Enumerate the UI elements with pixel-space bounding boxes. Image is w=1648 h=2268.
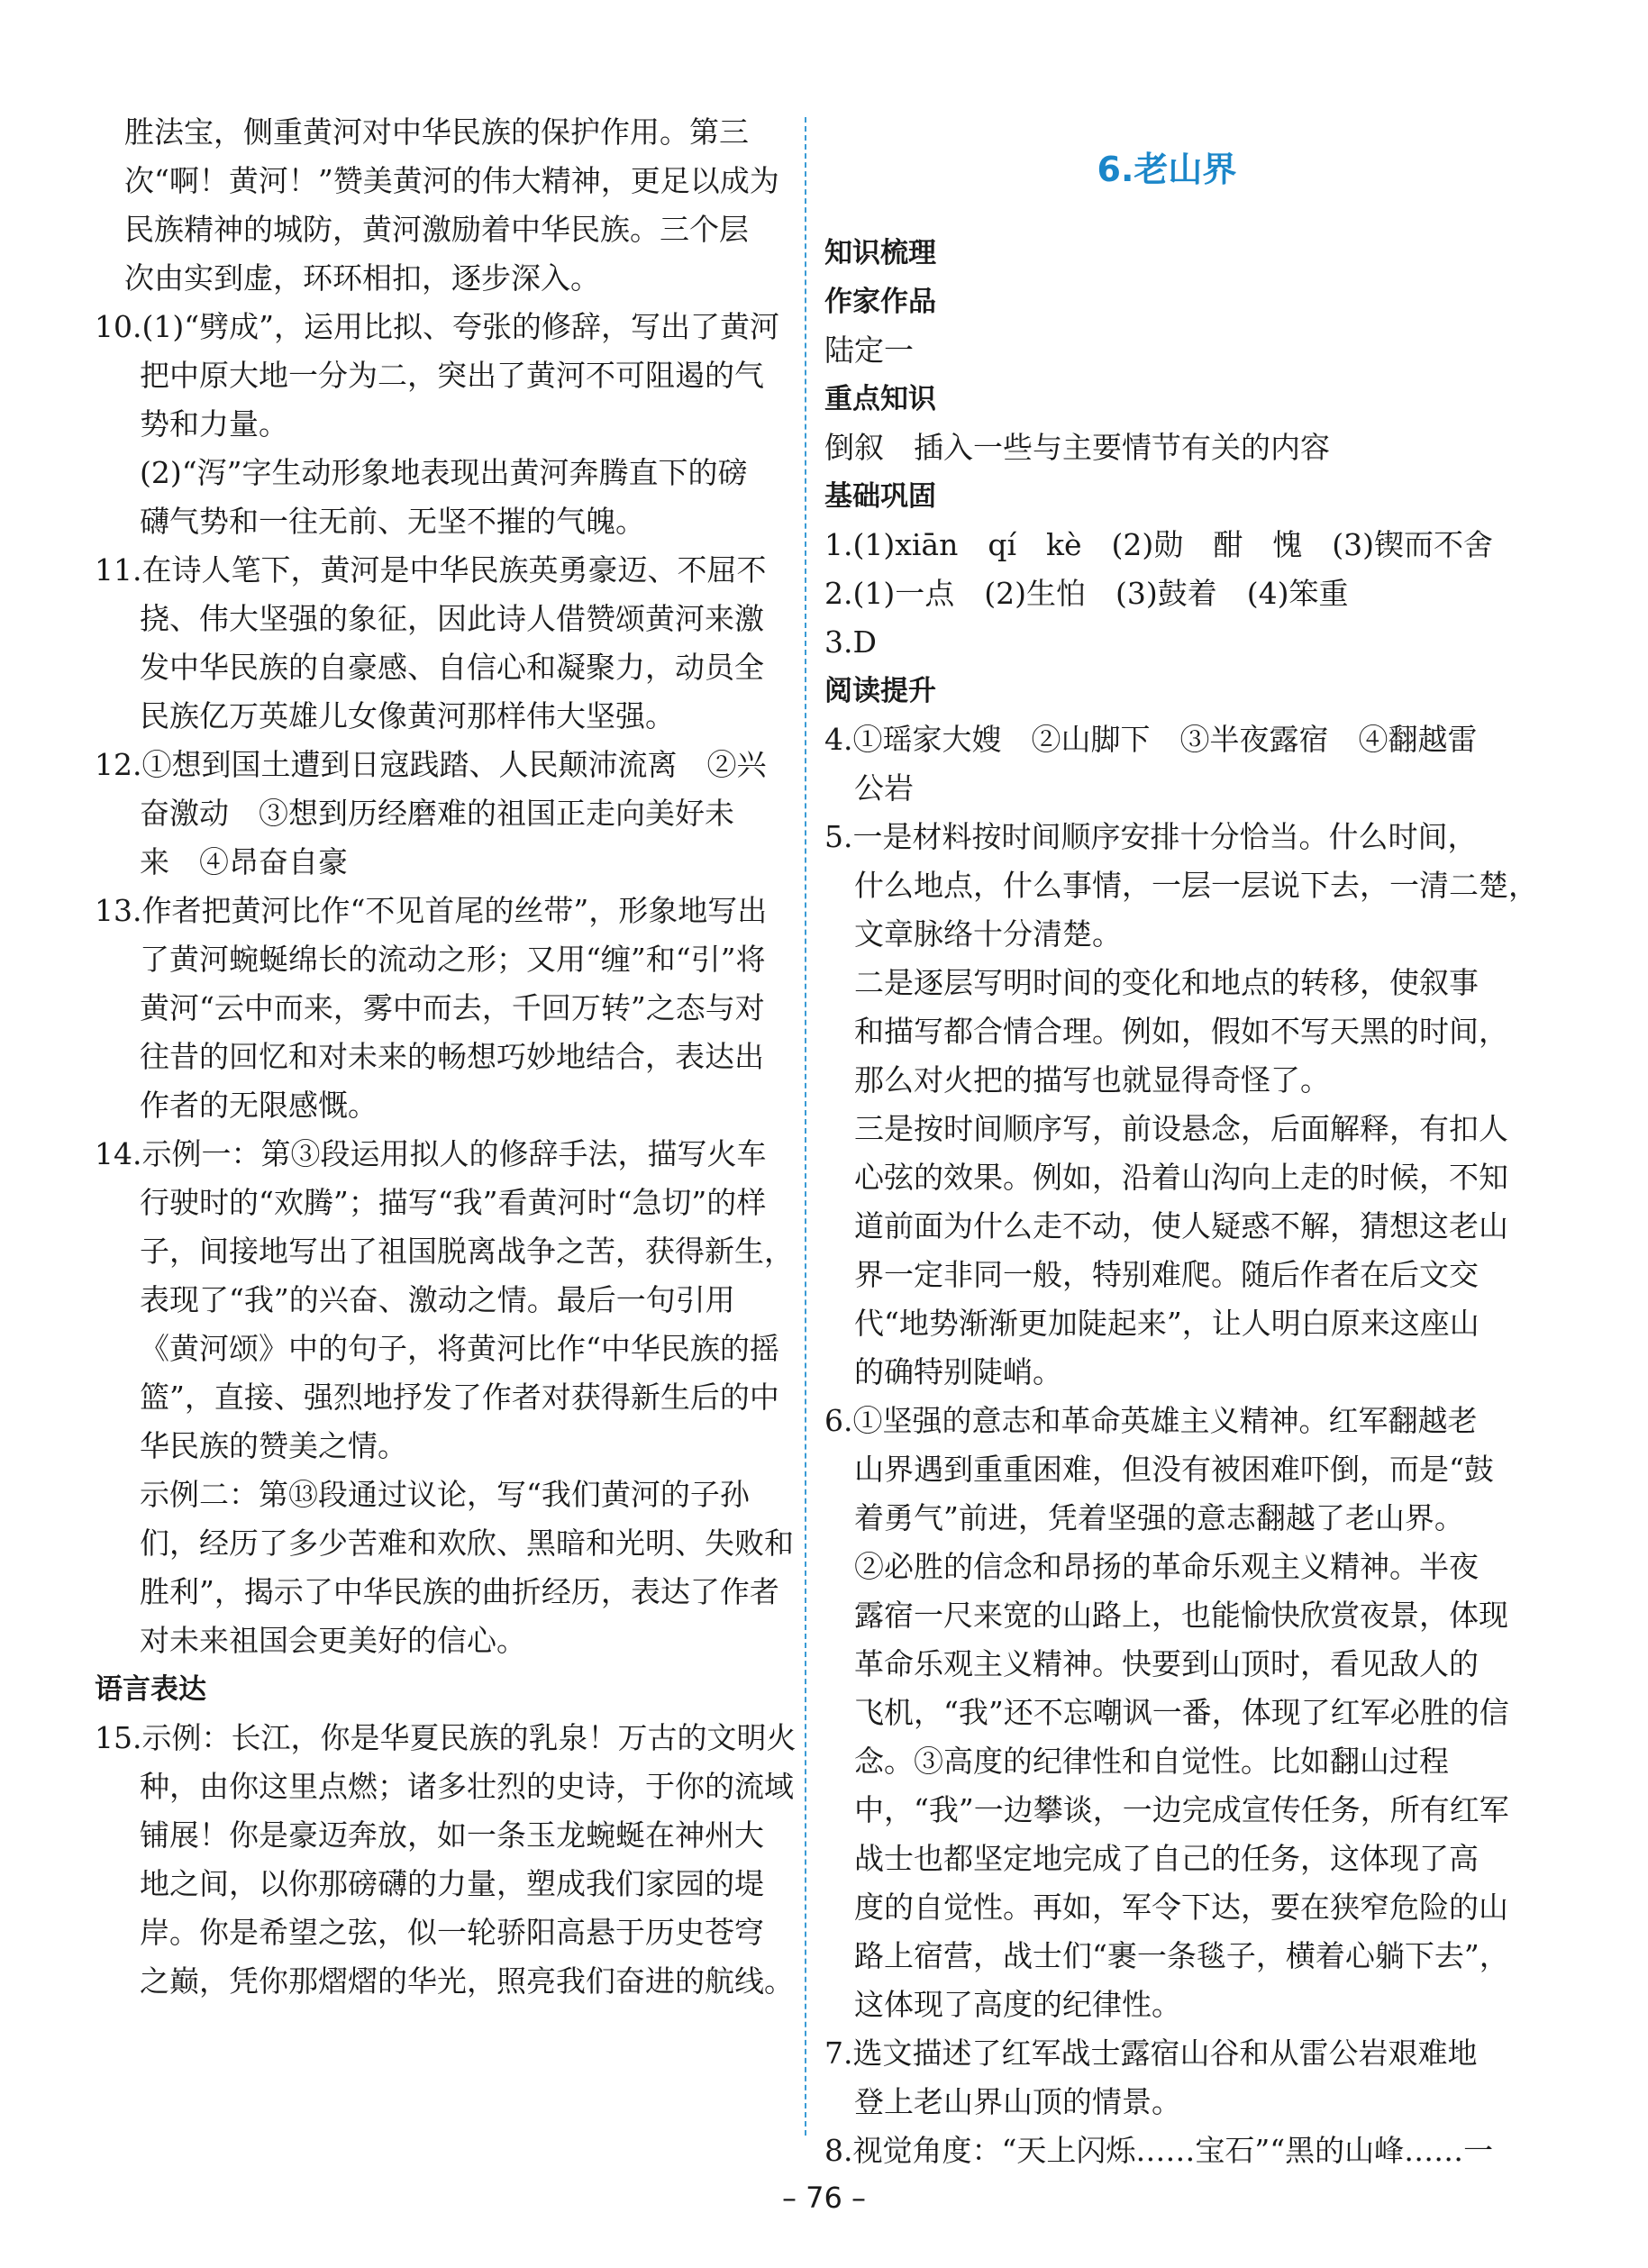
left-column (95, 108, 797, 2006)
text-line: 文章脉络十分清楚。 (854, 916, 1122, 952)
text-line: 表现了“我”的兴奋、激动之情。最后一句引用 (140, 1282, 735, 1317)
text-line: 次由实到虚，环环相扣，逐步深入。 (124, 260, 600, 296)
text-line: 8.视觉角度：“天上闪烁……宝石”“黑的山峰……一 (824, 2133, 1494, 2168)
text-line: 们，经历了多少苦难和欢欣、黑暗和光明、失败和 (140, 1526, 794, 1561)
text-line: 革命乐观主义精神。快要到山顶时，看见敌人的 (854, 1646, 1479, 1681)
text-line: 公岩 (854, 770, 914, 806)
text-line: 3.D (824, 624, 877, 660)
text-line: 12.①想到国土遭到日寇践踏、人民颠沛流离 ②兴 (95, 747, 767, 782)
text-line: 4.①瑶家大嫂 ②山脚下 ③半夜露宿 ④翻越雷 (824, 722, 1478, 757)
text-line: 势和力量。 (140, 406, 288, 442)
text-line: 度的自觉性。再如，军令下达，要在狭窄危险的山 (854, 1890, 1508, 1925)
text-line: 奋激动 ③想到历经磨难的祖国正走向美好未 (140, 796, 734, 831)
text-line: 6.①坚强的意志和革命英雄主义精神。红军翻越老 (824, 1403, 1478, 1438)
text-line: 把中原大地一分为二，突出了黄河不可阻遏的气 (140, 358, 764, 393)
text-line: 华民族的赞美之情。 (140, 1428, 407, 1463)
text-line: 民族亿万英雄儿女像黄河那样伟大坚强。 (140, 698, 675, 733)
text-line: 和描写都合情合理。例如，假如不写天黑的时间， (854, 1014, 1508, 1049)
text-line: 代“地势渐渐更加陡起来”，让人明白原来这座山 (854, 1306, 1480, 1341)
text-line: 2.(1)一点 (2)生怕 (3)鼓着 (4)笨重 (824, 576, 1349, 611)
text-line: 来 ④昂奋自豪 (140, 844, 348, 879)
text-line: 之巅，凭你那熠熠的华光，照亮我们奋进的航线。 (140, 1963, 794, 1999)
text-line: 往昔的回忆和对未来的畅想巧妙地结合，表达出 (140, 1039, 764, 1074)
text-line: 民族精神的城防，黄河激励着中华民族。三个层 (124, 212, 749, 247)
section-title: 6.老山界 (1097, 150, 1237, 189)
text-line: 铺展！你是豪迈奔放，如一条玉龙蜿蜒在神州大 (140, 1817, 764, 1853)
text-line: 1.(1)xiān qí kè (2)勋 酣 愧 (3)锲而不舍 (824, 527, 1494, 562)
text-line: 《黄河颂》中的句子，将黄河比作“中华民族的摇 (140, 1331, 779, 1366)
text-line: 什么地点，什么事情，一层一层说下去，一清二楚， (854, 868, 1538, 903)
text-line: 路上宿营，战士们“裹一条毯子，横着心躺下去”， (854, 1938, 1509, 1973)
text-line: 10.(1)“劈成”，运用比拟、夸张的修辞，写出了黄河 (95, 309, 779, 344)
text-line: 心弦的效果。例如，沿着山沟向上走的时候，不知 (854, 1160, 1508, 1195)
text-line: 子，间接地写出了祖国脱离战争之苦，获得新生， (140, 1234, 794, 1269)
text-line: 飞机，“我”还不忘嘲讽一番，体现了红军必胜的信 (854, 1695, 1509, 1730)
section-heading: 语言表达 (95, 1673, 206, 1706)
page-number: – 76 – (781, 2181, 867, 2215)
text-line: 那么对火把的描写也就显得奇怪了。 (854, 1062, 1330, 1098)
text-line: 道前面为什么走不动，使人疑惑不解，猜想这老山 (854, 1208, 1508, 1243)
text-line: 中，“我”一边攀谈，一边完成宣传任务，所有红军 (854, 1792, 1509, 1827)
text-line: 着勇气”前进，凭着坚强的意志翻越了老山界。 (854, 1500, 1464, 1535)
section-heading: 知识梳理 (824, 237, 936, 269)
text-line: 发中华民族的自豪感、自信心和凝聚力，动员全 (140, 650, 764, 685)
section-heading: 重点知识 (824, 383, 936, 415)
text-line: 15.示例：长江，你是华夏民族的乳泉！万古的文明火 (95, 1720, 797, 1755)
text-line: 的确特别陡峭。 (854, 1354, 1062, 1389)
text-line: 14.示例一：第③段运用拟人的修辞手法，描写火车 (95, 1136, 767, 1171)
text-line: 挠、伟大坚强的象征，因此诗人借赞颂黄河来激 (140, 601, 764, 636)
right-column (824, 108, 1538, 2175)
section-heading: 阅读提升 (824, 675, 936, 707)
text-line: 示例二：第⑬段通过议论，写“我们黄河的子孙 (140, 1477, 750, 1512)
text-line: 种，由你这里点燃；诸多壮烈的史诗，于你的流域 (140, 1769, 794, 1804)
text-line: 对未来祖国会更美好的信心。 (140, 1623, 526, 1658)
text-line: 陆定一 (824, 332, 914, 368)
text-line: 露宿一尺来宽的山路上，也能愉快欣赏夜景，体现 (854, 1598, 1508, 1633)
section-heading: 基础巩固 (824, 480, 936, 513)
text-line: 战士也都坚定地完成了自己的任务，这体现了高 (854, 1841, 1479, 1876)
text-line: 界一定非同一般，特别难爬。随后作者在后文交 (854, 1257, 1479, 1292)
text-line: 礴气势和一往无前、无坚不摧的气魄。 (140, 504, 645, 539)
text-line: 黄河“云中而来，雾中而去，千回万转”之态与对 (140, 990, 765, 1025)
text-line: 11.在诗人笔下，黄河是中华民族英勇豪迈、不屈不 (95, 552, 767, 587)
column-divider (805, 117, 806, 2136)
text-line: 13.作者把黄河比作“不见首尾的丝带”，形象地写出 (95, 893, 768, 928)
text-line: 地之间，以你那磅礴的力量，塑成我们家园的堤 (140, 1866, 764, 1901)
text-line: 岸。你是希望之弦，似一轮骄阳高悬于历史苍穹 (140, 1915, 764, 1950)
text-line: 次“啊！黄河！”赞美黄河的伟大精神，更足以成为 (124, 163, 779, 198)
text-line: 这体现了高度的纪律性。 (854, 1987, 1181, 2022)
text-line: 山界遇到重重困难，但没有被困难吓倒，而是“鼓 (854, 1452, 1494, 1487)
text-line: 了黄河蜿蜒绵长的流动之形；又用“缠”和“引”将 (140, 942, 766, 977)
text-line: 倒叙 插入一些与主要情节有关的内容 (824, 430, 1330, 465)
text-line: 二是逐层写明时间的变化和地点的转移，使叙事 (854, 965, 1479, 1000)
text-line: 念。③高度的纪律性和自觉性。比如翻山过程 (854, 1744, 1449, 1779)
text-line: 7.选文描述了红军战士露宿山谷和从雷公岩艰难地 (824, 2036, 1478, 2071)
text-line: 登上老山界山顶的情景。 (854, 2084, 1181, 2119)
section-heading: 作家作品 (824, 286, 936, 318)
text-line: 5.一是材料按时间顺序安排十分恰当。什么时间， (824, 819, 1478, 854)
text-line: 胜法宝，侧重黄河对中华民族的保护作用。第三 (124, 114, 749, 150)
text-line: 篮”，直接、强烈地抒发了作者对获得新生后的中 (140, 1380, 779, 1415)
text-line: ②必胜的信念和昂扬的革命乐观主义精神。半夜 (854, 1549, 1479, 1584)
text-line: 胜利”，揭示了中华民族的曲折经历，表达了作者 (140, 1574, 779, 1609)
text-line: 三是按时间顺序写，前设悬念，后面解释，有扣人 (854, 1111, 1508, 1146)
text-line: 作者的无限感慨。 (140, 1088, 378, 1123)
text-line: (2)“泻”字生动形象地表现出黄河奔腾直下的磅 (140, 455, 748, 490)
text-line: 行驶时的“欢腾”；描写“我”看黄河时“急切”的样 (140, 1185, 767, 1220)
